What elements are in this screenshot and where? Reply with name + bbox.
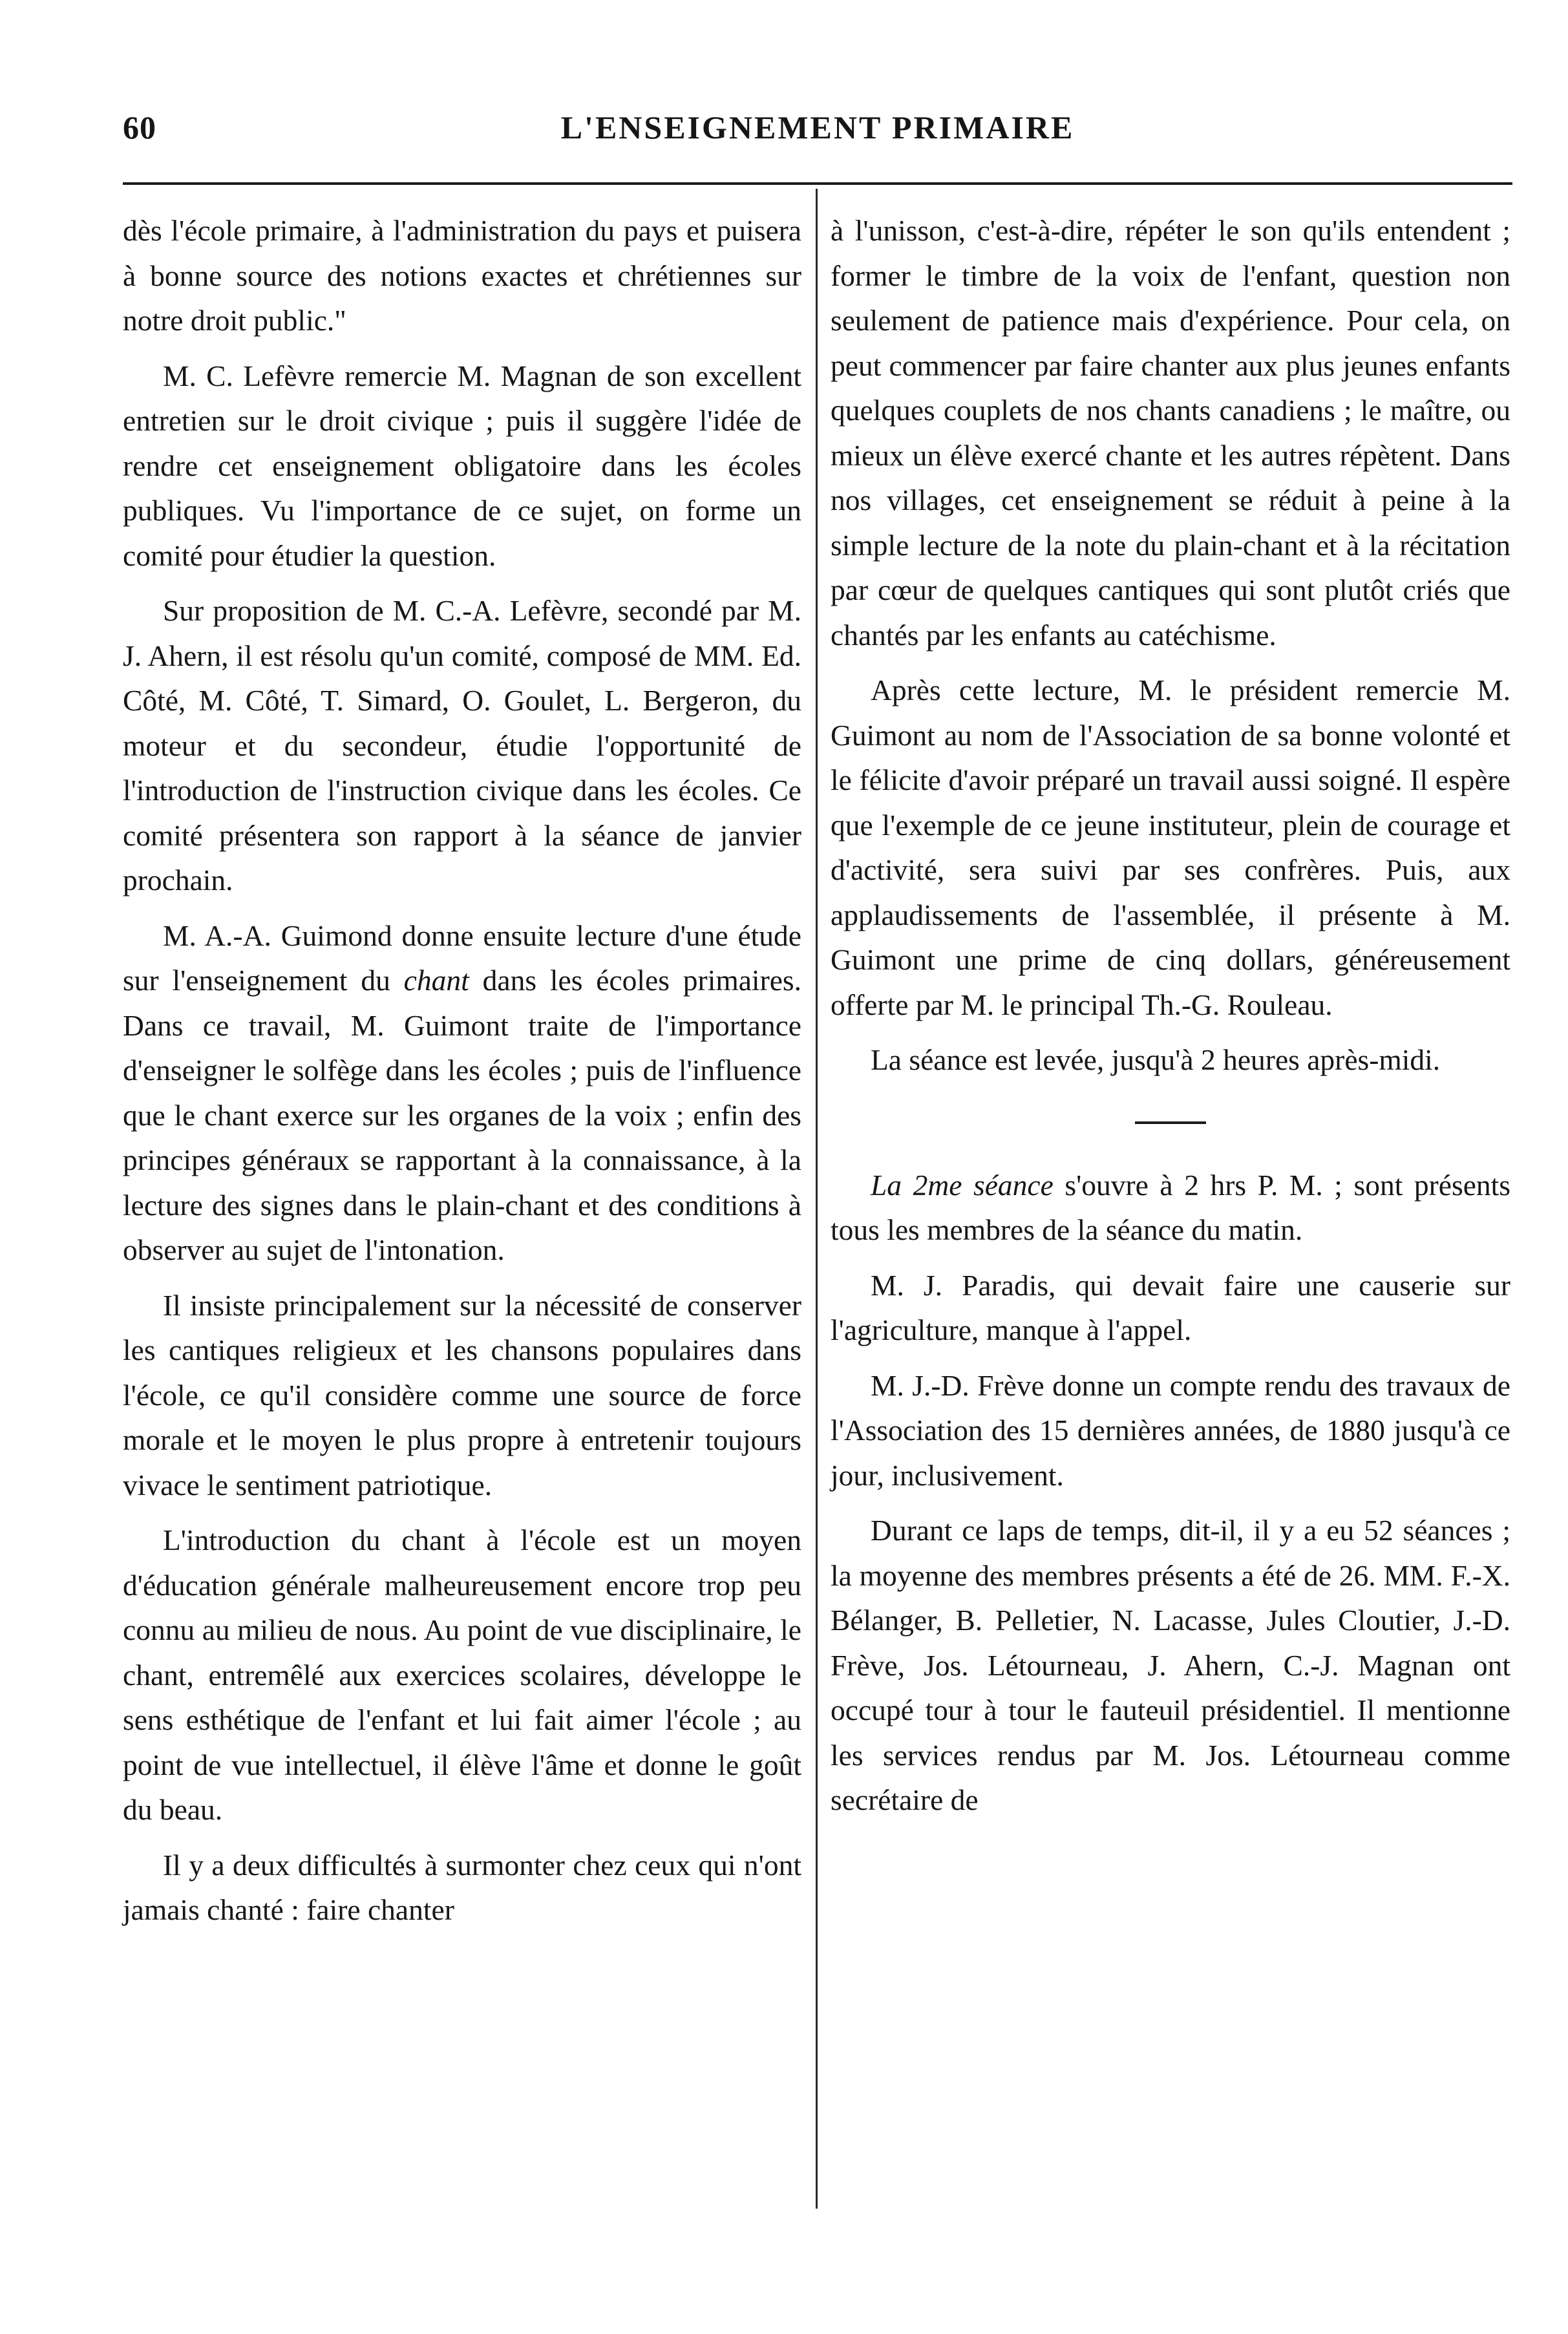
right-column	[831, 208, 1510, 1833]
text-run: M. A.-A. Guimond donne ensuite lecture d'une étude sur l'enseignement du	[123, 918, 801, 997]
paragraph: à l'unisson, c'est-à-dire, répéter le son qu'ils entendent ; former le timbre de la voix de l'enfant, question non seulement de patience mais d'expérience. Pour cela, on peut commencer par faire chanter aux plus jeunes enfants quelques couplets de nos chants canadiens ; le maître, ou mieux un élève exercé chante et les autres répètent. Dans nos villages, cet enseignement se réduit à peine à la simple lecture de la note du plain-chant et à la récitation par cœur de quelques cantiques qui sont plutôt criés que chantés par les enfants au catéchisme.	[831, 214, 1510, 652]
paragraph: Il y a deux difficultés à surmonter chez ceux qui n'ont jamais chanté : faire chanter	[123, 1848, 801, 1926]
text-run: s'ouvre à 2 hrs P. M. ; sont présents tous les membres de la séance du matin.	[831, 1168, 1510, 1246]
paragraph: M. J.-D. Frève donne un compte rendu des travaux de l'Association des 15 dernières années, de 1880 jusqu'à ce jour, inclusivement.	[831, 1368, 1510, 1492]
paragraph	[123, 913, 801, 1273]
page-number: 60	[123, 109, 156, 145]
text-run: dans les écoles primaires. Dans ce travail, M. Guimont traite de l'importance d'enseigner le solfège dans les écoles ; puis de l'influence que le chant exerce sur les organes de la voix ; enfin des principes généraux se rapportant à la connaissance, à la lecture des signes dans le plain-chant et des conditions à observer au sujet de l'intonation.	[123, 964, 802, 1266]
paragraph: Il insiste principalement sur la nécessité de conserver les cantiques religieux et les chansons populaires dans l'école, ce qu'il considère comme une source de force morale et le moyen le plus propre à entretenir toujours vivace le sentiment patriotique.	[123, 1288, 801, 1501]
paragraph: dès l'école primaire, à l'administration du pays et puisera à bonne source des notions exactes et chrétiennes sur notre droit public."	[123, 214, 801, 337]
paragraph: Sur proposition de M. C.-A. Lefèvre, secondé par M. J. Ahern, il est résolu qu'un comité, composé de MM. Ed. Côté, M. Côté, T. Simard, O. Goulet, L. Bergeron, du moteur et du secondeur, étudie l'opportunité de l'introduction de l'instruction civique dans les écoles. Ce comité présentera son rapport à la séance de janvier prochain.	[123, 594, 801, 896]
left-column	[123, 208, 801, 1943]
header-rule	[123, 182, 1512, 185]
running-title: L'ENSEIGNEMENT PRIMAIRE	[560, 109, 1075, 145]
paragraph: Durant ce laps de temps, dit-il, il y a eu 52 séances ; la moyenne des membres présents a été de 26. MM. F.-X. Bélanger, B. Pelletier, N. Lacasse, Jules Cloutier, J.-D. Frève, Jos. Létourneau, J. Ahern, C.-J. Magnan ont occupé tour à tour le fauteuil présidentiel. Il mentionne les services rendus par M. Jos. Létourneau comme secrétaire de	[831, 1514, 1510, 1816]
paragraph	[831, 1163, 1510, 1253]
paragraph: M. J. Paradis, qui devait faire une causerie sur l'agriculture, manque à l'appel.	[831, 1268, 1510, 1346]
italic-text: chant	[403, 964, 469, 997]
section-separator	[1135, 1121, 1206, 1124]
page-header	[123, 109, 1512, 160]
paragraph: M. C. Lefèvre remercie M. Magnan de son excellent entretien sur le droit civique ; puis il suggère l'idée de rendre cet enseignement obligatoire dans les écoles publiques. Vu l'importance de ce sujet, on forme un comité pour étudier la question.	[123, 359, 801, 572]
column-divider	[816, 189, 818, 2209]
italic-text: La 2me séance	[871, 1168, 1054, 1202]
paragraph: La séance est levée, jusqu'à 2 heures après-midi.	[871, 1043, 1441, 1076]
paragraph: Après cette lecture, M. le président remercie M. Guimont au nom de l'Association de sa bonne volonté et le félicite d'avoir préparé un travail aussi soigné. Il espère que l'exemple de ce jeune instituteur, plein de courage et d'activité, sera suivi par ses confrères. Puis, aux applaudissements de l'assemblée, il présente à M. Guimont une prime de cinq dollars, généreusement offerte par M. le principal Th.-G. Rouleau.	[831, 674, 1510, 1021]
paragraph: L'introduction du chant à l'école est un moyen d'éducation générale malheureusement encore trop peu connu au milieu de nous. Au point de vue disciplinaire, le chant, entremêlé aux exercices scolaires, développe le sens esthétique de l'enfant et lui fait aimer l'école ; au point de vue intellectuel, il élève l'âme et donne le goût du beau.	[123, 1523, 801, 1826]
